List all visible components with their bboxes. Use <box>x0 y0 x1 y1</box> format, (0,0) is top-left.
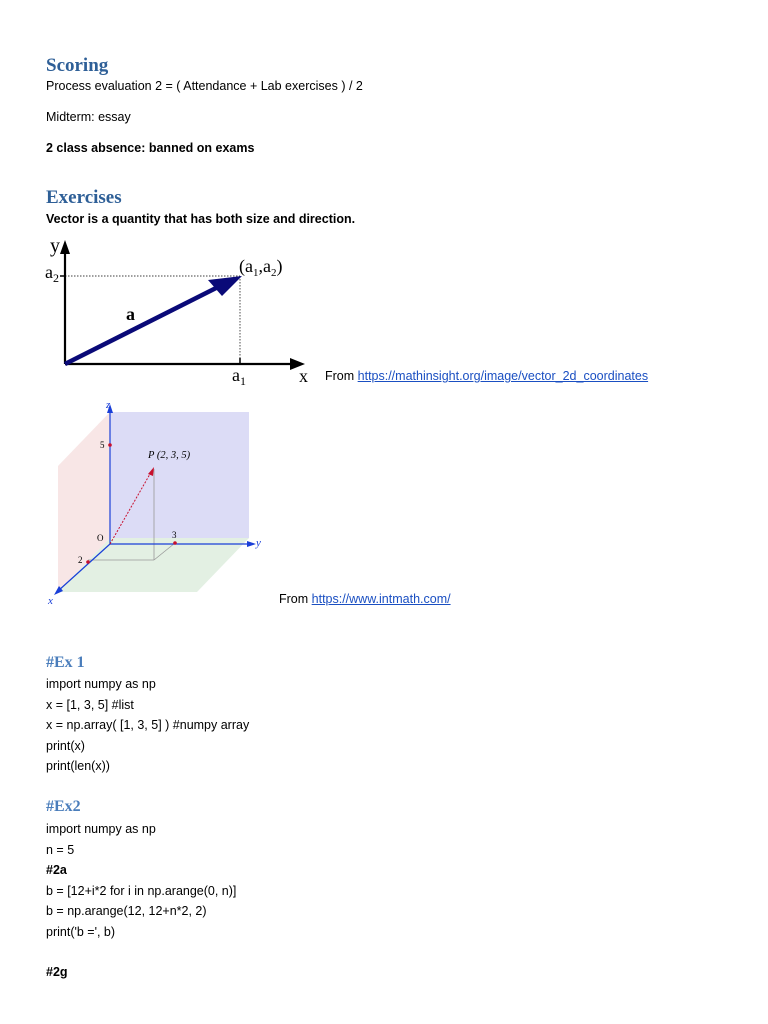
fig2-y-tick: 3 <box>172 530 177 540</box>
fig1-x-label: x <box>299 366 308 386</box>
ex1-code-block <box>46 674 249 777</box>
x-tick-point <box>86 560 90 564</box>
figure2-from-text: From <box>279 592 312 606</box>
ex2-code-line: import numpy as np <box>46 822 156 836</box>
fig1-y-label: y <box>50 236 60 257</box>
fig2-x-label: x <box>48 595 53 607</box>
yz-plane <box>110 412 249 538</box>
vector-2d-diagram <box>40 236 320 386</box>
fig2-z-tick: 5 <box>100 440 105 450</box>
ex2-code-line: b = [12+i*2 for i in np.arange(0, n)] <box>46 883 237 898</box>
fig2-x-tick: 2 <box>78 555 83 565</box>
y-tick-point <box>173 541 177 545</box>
figure1-source <box>325 369 648 383</box>
ex1-code-line: import numpy as np <box>46 677 156 691</box>
y-axis-arrowhead <box>60 240 70 254</box>
scoring-line-process: Process evaluation 2 = ( Attendance + Lab exercises ) / 2 <box>46 79 363 93</box>
vector-a-arrowhead <box>208 276 242 296</box>
exercises-heading: Exercises <box>46 187 122 208</box>
ex2-heading: #Ex2 <box>46 798 81 815</box>
figure1-source-link[interactable]: https://mathinsight.org/image/vector_2d_coordinates <box>357 369 649 383</box>
scoring-line-absence: 2 class absence: banned on exams <box>46 141 255 155</box>
ex1-code-line: x = np.array( [1, 3, 5] ) #numpy array <box>46 718 250 732</box>
z-tick-point <box>108 443 112 447</box>
scoring-line-midterm: Midterm: essay <box>46 110 131 124</box>
ex2-code-block <box>46 819 236 942</box>
fig2-point-label: P (2, 3, 5) <box>148 450 191 461</box>
exercises-intro: Vector is a quantity that has both size and direction. <box>46 212 356 226</box>
fig1-a2-label: $a_2$ <box>45 262 59 285</box>
ex1-code-line: x = [1, 3, 5] #list <box>46 697 134 712</box>
fig2-origin-label: O <box>97 533 104 543</box>
ex2-subheading-2g: #2g <box>46 965 68 979</box>
scoring-heading: Scoring <box>46 55 109 76</box>
ex2-code-line: b = np.arange(12, 12+n*2, 2) <box>46 904 207 918</box>
ex1-heading: #Ex 1 <box>46 654 85 671</box>
fig1-vector-label: a <box>126 304 135 324</box>
fig1-point-label: $(a_1,a_2)$ <box>239 256 283 279</box>
figure1-from-text: From <box>325 369 358 383</box>
figure2-source <box>279 592 451 606</box>
fig2-z-label: z <box>106 399 111 411</box>
coordinate-3d-diagram <box>44 396 268 608</box>
ex2-code-line: n = 5 <box>46 842 75 857</box>
figure2-source-link[interactable]: https://www.intmath.com/ <box>311 592 451 606</box>
fig2-y-label: y <box>256 537 261 549</box>
ex2-subheading-2a: #2a <box>46 863 67 877</box>
y-axis-3d-arrowhead <box>247 541 256 547</box>
ex2-code-line: print('b =', b) <box>46 924 116 939</box>
ex1-code-line: print(x) <box>46 738 85 753</box>
ex1-code-line: print(len(x)) <box>46 759 110 773</box>
fig1-a1-label: $a_1$ <box>232 365 246 386</box>
vector-a-shaft <box>65 284 224 364</box>
